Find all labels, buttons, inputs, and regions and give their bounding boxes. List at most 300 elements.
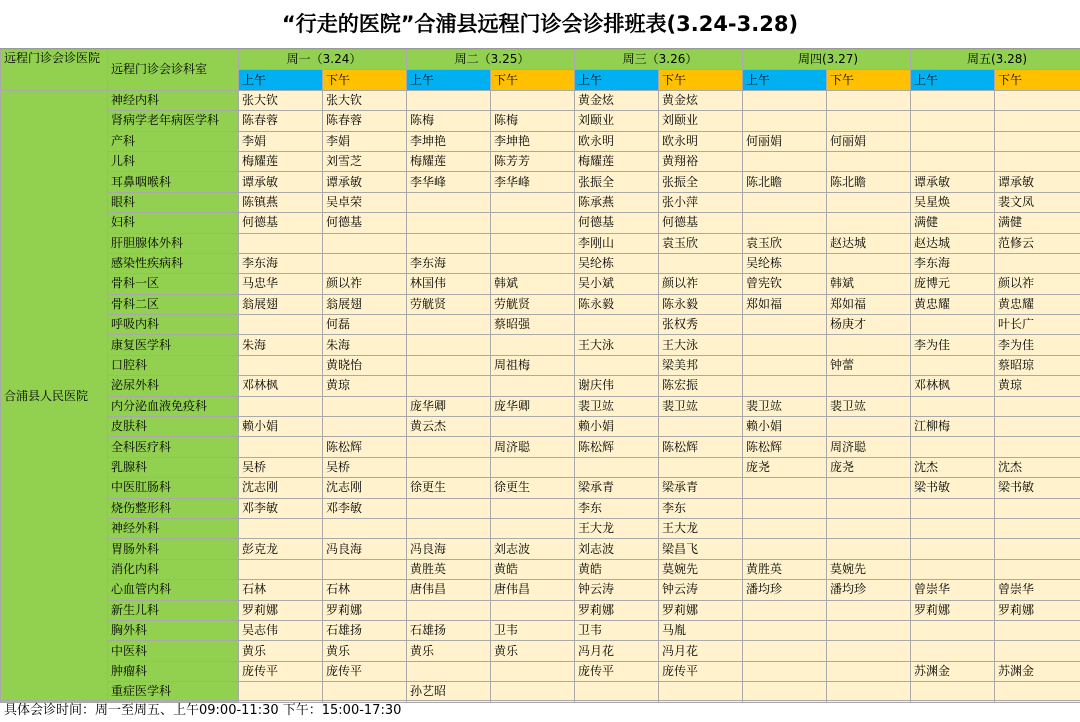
doctor-slot-cell: 黄金炫 (659, 90, 743, 110)
day-header-tue: 周二（3.25） (407, 50, 575, 70)
doctor-slot-cell: 欧永明 (659, 131, 743, 151)
table-row (1, 641, 1080, 661)
doctor-slot-cell: 谭承敏 (995, 172, 1080, 192)
doctor-slot-cell: 李东海 (407, 253, 491, 273)
doctor-slot-cell: 朱海 (323, 335, 407, 355)
doctor-slot-cell (407, 518, 491, 538)
doctor-slot-cell: 冯良海 (323, 539, 407, 559)
doctor-slot-cell (911, 437, 995, 457)
doctor-slot-cell (743, 355, 827, 375)
doctor-slot-cell (743, 620, 827, 640)
doctor-slot-cell (911, 111, 995, 131)
doctor-slot-cell: 沈志刚 (239, 478, 323, 498)
doctor-slot-cell (827, 620, 911, 640)
doctor-slot-cell (827, 498, 911, 518)
doctor-slot-cell: 裴卫竑 (827, 396, 911, 416)
doctor-slot-cell (743, 641, 827, 661)
day-header-mon: 周一（3.24） (239, 50, 407, 70)
doctor-slot-cell: 王大泳 (575, 335, 659, 355)
doctor-slot-cell (239, 315, 323, 335)
doctor-slot-cell: 张大钦 (239, 90, 323, 110)
doctor-slot-cell (995, 151, 1080, 171)
doctor-slot-cell: 邓林枫 (239, 376, 323, 396)
doctor-slot-cell (743, 376, 827, 396)
doctor-slot-cell: 何德基 (323, 213, 407, 233)
doctor-slot-cell (911, 641, 995, 661)
doctor-slot-cell: 谢庆伟 (575, 376, 659, 396)
doctor-slot-cell: 黄忠耀 (995, 294, 1080, 314)
doctor-slot-cell (659, 253, 743, 273)
doctor-slot-cell: 刘颐业 (575, 111, 659, 131)
doctor-slot-cell (491, 90, 575, 110)
doctor-slot-cell: 黄琼 (323, 376, 407, 396)
doctor-slot-cell (995, 417, 1080, 437)
doctor-slot-cell (491, 457, 575, 477)
doctor-slot-cell: 梁美邦 (659, 355, 743, 375)
doctor-slot-cell: 满健 (911, 213, 995, 233)
doctor-slot-cell (491, 661, 575, 681)
doctor-slot-cell (323, 396, 407, 416)
department-cell: 消化内科 (108, 559, 239, 579)
doctor-slot-cell: 刘志波 (575, 539, 659, 559)
doctor-slot-cell: 杨庚才 (827, 315, 911, 335)
doctor-slot-cell (491, 376, 575, 396)
doctor-slot-cell (827, 335, 911, 355)
doctor-slot-cell (995, 111, 1080, 131)
doctor-slot-cell (323, 253, 407, 273)
department-cell: 皮肤科 (108, 417, 239, 437)
doctor-slot-cell: 罗莉娜 (659, 600, 743, 620)
doctor-slot-cell (911, 559, 995, 579)
doctor-slot-cell: 徐更生 (407, 478, 491, 498)
doctor-slot-cell: 吴纶栋 (575, 253, 659, 273)
doctor-slot-cell (911, 682, 995, 702)
pm-header: 下午 (323, 70, 407, 90)
doctor-slot-cell: 赖小娟 (575, 417, 659, 437)
doctor-slot-cell: 唐伟昌 (407, 580, 491, 600)
doctor-slot-cell: 陈松辉 (323, 437, 407, 457)
doctor-slot-cell: 李为佳 (911, 335, 995, 355)
doctor-slot-cell: 劳觥贤 (407, 294, 491, 314)
page-title: “行走的医院”合浦县远程门诊会诊排班表(3.24-3.28) (0, 0, 1080, 49)
doctor-slot-cell (911, 539, 995, 559)
department-cell: 感染性疾病科 (108, 253, 239, 273)
doctor-slot-cell (239, 355, 323, 375)
department-cell: 肝胆腺体外科 (108, 233, 239, 253)
schedule-table (0, 49, 1080, 703)
doctor-slot-cell (407, 335, 491, 355)
doctor-slot-cell: 赵达城 (911, 233, 995, 253)
doctor-slot-cell (995, 518, 1080, 538)
doctor-slot-cell: 赖小娟 (239, 417, 323, 437)
doctor-slot-cell: 黄乐 (239, 641, 323, 661)
department-cell: 泌尿外科 (108, 376, 239, 396)
doctor-slot-cell (995, 253, 1080, 273)
doctor-slot-cell (911, 315, 995, 335)
doctor-slot-cell: 庞博元 (911, 274, 995, 294)
table-row (1, 396, 1080, 416)
doctor-slot-cell (995, 559, 1080, 579)
doctor-slot-cell: 卫韦 (575, 620, 659, 640)
doctor-slot-cell: 张振全 (659, 172, 743, 192)
doctor-slot-cell: 庞传平 (659, 661, 743, 681)
doctor-slot-cell: 何德基 (239, 213, 323, 233)
doctor-slot-cell: 袁玉欣 (743, 233, 827, 253)
doctor-slot-cell: 王大泳 (659, 335, 743, 355)
doctor-slot-cell (995, 539, 1080, 559)
doctor-slot-cell: 王大龙 (659, 518, 743, 538)
doctor-slot-cell (911, 151, 995, 171)
doctor-slot-cell: 范修云 (995, 233, 1080, 253)
doctor-slot-cell: 沈志刚 (323, 478, 407, 498)
doctor-slot-cell: 何磊 (323, 315, 407, 335)
doctor-slot-cell: 庞华卿 (491, 396, 575, 416)
doctor-slot-cell (827, 661, 911, 681)
doctor-slot-cell: 吴星焕 (911, 192, 995, 212)
doctor-slot-cell: 李东 (659, 498, 743, 518)
doctor-slot-cell: 吴桥 (239, 457, 323, 477)
doctor-slot-cell (323, 417, 407, 437)
table-row (1, 478, 1080, 498)
doctor-slot-cell: 罗莉娜 (239, 600, 323, 620)
doctor-slot-cell: 赵达城 (827, 233, 911, 253)
table-row (1, 682, 1080, 702)
doctor-slot-cell: 曾崇华 (911, 580, 995, 600)
doctor-slot-cell: 吴纶栋 (743, 253, 827, 273)
doctor-slot-cell: 石林 (323, 580, 407, 600)
doctor-slot-cell (743, 213, 827, 233)
doctor-slot-cell (827, 518, 911, 538)
department-cell: 烧伤整形科 (108, 498, 239, 518)
doctor-slot-cell: 翁展翅 (323, 294, 407, 314)
table-row (1, 355, 1080, 375)
doctor-slot-cell (407, 233, 491, 253)
table-row (1, 376, 1080, 396)
doctor-slot-cell: 黄皓 (491, 559, 575, 579)
doctor-slot-cell: 莫婉先 (659, 559, 743, 579)
doctor-slot-cell: 苏渊金 (911, 661, 995, 681)
doctor-slot-cell (995, 131, 1080, 151)
doctor-slot-cell: 李华峰 (491, 172, 575, 192)
doctor-slot-cell: 马胤 (659, 620, 743, 640)
doctor-slot-cell (743, 315, 827, 335)
doctor-slot-cell (407, 498, 491, 518)
doctor-slot-cell: 翁展翅 (239, 294, 323, 314)
department-cell: 中医肛肠科 (108, 478, 239, 498)
doctor-slot-cell (323, 518, 407, 538)
doctor-slot-cell: 邓李敏 (239, 498, 323, 518)
am-header: 上午 (239, 70, 323, 90)
doctor-slot-cell (659, 682, 743, 702)
doctor-slot-cell: 沈杰 (911, 457, 995, 477)
table-row (1, 315, 1080, 335)
day-header-wed: 周三（3.26） (575, 50, 743, 70)
doctor-slot-cell: 韩斌 (491, 274, 575, 294)
table-row (1, 559, 1080, 579)
doctor-slot-cell (407, 600, 491, 620)
doctor-slot-cell: 黄翔裕 (659, 151, 743, 171)
table-row (1, 294, 1080, 314)
table-row (1, 131, 1080, 151)
doctor-slot-cell: 曾宪钦 (743, 274, 827, 294)
doctor-slot-cell: 唐伟昌 (491, 580, 575, 600)
doctor-slot-cell (827, 682, 911, 702)
doctor-slot-cell: 梁书敏 (911, 478, 995, 498)
doctor-slot-cell: 郑如福 (827, 294, 911, 314)
doctor-slot-cell (827, 192, 911, 212)
doctor-slot-cell: 梁承青 (659, 478, 743, 498)
doctor-slot-cell: 裴卫竑 (743, 396, 827, 416)
doctor-slot-cell: 朱海 (239, 335, 323, 355)
doctor-slot-cell (323, 559, 407, 579)
doctor-slot-cell: 卫韦 (491, 620, 575, 640)
department-cell: 肾病学老年病医学科 (108, 111, 239, 131)
doctor-slot-cell: 庞尧 (827, 457, 911, 477)
hospital-column-header: 远程门诊会诊医院 (1, 50, 108, 91)
department-cell: 肿瘤科 (108, 661, 239, 681)
doctor-slot-cell: 满健 (995, 213, 1080, 233)
doctor-slot-cell (995, 620, 1080, 640)
doctor-slot-cell: 庞传平 (239, 661, 323, 681)
doctor-slot-cell: 苏渊金 (995, 661, 1080, 681)
doctor-slot-cell (491, 233, 575, 253)
doctor-slot-cell: 梅耀莲 (239, 151, 323, 171)
doctor-slot-cell: 陈春蓉 (239, 111, 323, 131)
table-row (1, 274, 1080, 294)
doctor-slot-cell: 张小萍 (659, 192, 743, 212)
pm-header: 下午 (995, 70, 1080, 90)
doctor-slot-cell (407, 192, 491, 212)
department-cell: 内分泌血液免疫科 (108, 396, 239, 416)
doctor-slot-cell: 李坤艳 (407, 131, 491, 151)
department-cell: 神经外科 (108, 518, 239, 538)
doctor-slot-cell: 黄云杰 (407, 417, 491, 437)
doctor-slot-cell: 陈梅 (491, 111, 575, 131)
doctor-slot-cell (239, 437, 323, 457)
doctor-slot-cell: 罗莉娜 (323, 600, 407, 620)
doctor-slot-cell (659, 417, 743, 437)
doctor-slot-cell: 欧永明 (575, 131, 659, 151)
doctor-slot-cell (407, 355, 491, 375)
doctor-slot-cell: 劳觥贤 (491, 294, 575, 314)
doctor-slot-cell (575, 355, 659, 375)
doctor-slot-cell: 潘均珍 (743, 580, 827, 600)
doctor-slot-cell: 梁昌飞 (659, 539, 743, 559)
day-header-thu: 周四(3.27) (743, 50, 911, 70)
doctor-slot-cell: 莫婉先 (827, 559, 911, 579)
doctor-slot-cell: 刘志波 (491, 539, 575, 559)
doctor-slot-cell (827, 478, 911, 498)
table-row (1, 518, 1080, 538)
doctor-slot-cell (407, 315, 491, 335)
pm-header: 下午 (491, 70, 575, 90)
doctor-slot-cell: 梅耀莲 (575, 151, 659, 171)
doctor-slot-cell: 吴卓荣 (323, 192, 407, 212)
doctor-slot-cell (827, 641, 911, 661)
department-cell: 胃肠外科 (108, 539, 239, 559)
doctor-slot-cell: 罗莉娜 (575, 600, 659, 620)
doctor-slot-cell: 赖小娟 (743, 417, 827, 437)
doctor-slot-cell (827, 417, 911, 437)
consultation-time-note: 具体会诊时间：周一至周五、上午09:00-11:30 下午：15:00-17:30 (0, 700, 1080, 722)
am-header: 上午 (407, 70, 491, 90)
doctor-slot-cell: 蔡昭琼 (995, 355, 1080, 375)
doctor-slot-cell: 何丽娟 (827, 131, 911, 151)
pm-header: 下午 (827, 70, 911, 90)
department-cell: 产科 (108, 131, 239, 151)
doctor-slot-cell (827, 376, 911, 396)
department-cell: 骨科二区 (108, 294, 239, 314)
doctor-slot-cell (743, 518, 827, 538)
doctor-slot-cell: 江柳梅 (911, 417, 995, 437)
department-cell: 心血管内科 (108, 580, 239, 600)
am-header: 上午 (911, 70, 995, 90)
table-row (1, 457, 1080, 477)
doctor-slot-cell: 黄金炫 (575, 90, 659, 110)
doctor-slot-cell (743, 600, 827, 620)
doctor-slot-cell: 李娟 (323, 131, 407, 151)
doctor-slot-cell: 周祖梅 (491, 355, 575, 375)
department-cell: 中医科 (108, 641, 239, 661)
doctor-slot-cell: 梁书敏 (995, 478, 1080, 498)
doctor-slot-cell (407, 661, 491, 681)
doctor-slot-cell: 陈松辉 (575, 437, 659, 457)
doctor-slot-cell (995, 396, 1080, 416)
doctor-slot-cell (239, 559, 323, 579)
table-row (1, 90, 1080, 110)
doctor-slot-cell: 潘均珍 (827, 580, 911, 600)
department-cell: 呼吸内科 (108, 315, 239, 335)
department-cell: 口腔科 (108, 355, 239, 375)
department-cell: 儿科 (108, 151, 239, 171)
doctor-slot-cell: 邓林枫 (911, 376, 995, 396)
doctor-slot-cell: 李华峰 (407, 172, 491, 192)
doctor-slot-cell: 孙艺昭 (407, 682, 491, 702)
doctor-slot-cell (911, 620, 995, 640)
doctor-slot-cell: 李东 (575, 498, 659, 518)
doctor-slot-cell (491, 192, 575, 212)
doctor-slot-cell (239, 233, 323, 253)
doctor-slot-cell (407, 213, 491, 233)
doctor-slot-cell (911, 355, 995, 375)
doctor-slot-cell: 陈松辉 (659, 437, 743, 457)
doctor-slot-cell (575, 682, 659, 702)
department-cell: 胸外科 (108, 620, 239, 640)
department-cell: 乳腺科 (108, 457, 239, 477)
doctor-slot-cell: 吴志伟 (239, 620, 323, 640)
doctor-slot-cell: 王大龙 (575, 518, 659, 538)
doctor-slot-cell: 周济聪 (491, 437, 575, 457)
doctor-slot-cell: 裴卫竑 (659, 396, 743, 416)
doctor-slot-cell (491, 335, 575, 355)
doctor-slot-cell: 张权秀 (659, 315, 743, 335)
doctor-slot-cell: 李坤艳 (491, 131, 575, 151)
doctor-slot-cell: 黄胜英 (407, 559, 491, 579)
doctor-slot-cell (239, 396, 323, 416)
doctor-slot-cell (995, 437, 1080, 457)
table-row (1, 580, 1080, 600)
doctor-slot-cell (743, 90, 827, 110)
doctor-slot-cell (491, 682, 575, 702)
doctor-slot-cell: 韩斌 (827, 274, 911, 294)
doctor-slot-cell: 刘颐业 (659, 111, 743, 131)
doctor-slot-cell (743, 498, 827, 518)
doctor-slot-cell (407, 437, 491, 457)
table-row (1, 172, 1080, 192)
doctor-slot-cell (407, 90, 491, 110)
doctor-slot-cell: 李娟 (239, 131, 323, 151)
doctor-slot-cell: 马忠华 (239, 274, 323, 294)
doctor-slot-cell: 石林 (239, 580, 323, 600)
doctor-slot-cell: 陈芳芳 (491, 151, 575, 171)
doctor-slot-cell: 谭承敏 (323, 172, 407, 192)
doctor-slot-cell: 周济聪 (827, 437, 911, 457)
hospital-name-cell: 合浦县人民医院 (1, 90, 108, 702)
department-cell: 妇科 (108, 213, 239, 233)
doctor-slot-cell (911, 131, 995, 151)
doctor-slot-cell: 罗莉娜 (995, 600, 1080, 620)
doctor-slot-cell: 梅耀莲 (407, 151, 491, 171)
doctor-slot-cell: 邓李敏 (323, 498, 407, 518)
doctor-slot-cell: 何德基 (575, 213, 659, 233)
doctor-slot-cell (407, 376, 491, 396)
doctor-slot-cell (827, 539, 911, 559)
department-cell: 骨科一区 (108, 274, 239, 294)
doctor-slot-cell (743, 661, 827, 681)
doctor-slot-cell (743, 151, 827, 171)
doctor-slot-cell (995, 682, 1080, 702)
doctor-slot-cell (491, 498, 575, 518)
doctor-slot-cell (827, 253, 911, 273)
doctor-slot-cell: 冯月花 (575, 641, 659, 661)
doctor-slot-cell (491, 600, 575, 620)
doctor-slot-cell (911, 518, 995, 538)
doctor-slot-cell (743, 111, 827, 131)
am-header: 上午 (575, 70, 659, 90)
table-row (1, 111, 1080, 131)
table-row (1, 151, 1080, 171)
table-row (1, 437, 1080, 457)
doctor-slot-cell (827, 111, 911, 131)
doctor-slot-cell: 黄乐 (407, 641, 491, 661)
department-column-header: 远程门诊会诊科室 (108, 50, 239, 91)
doctor-slot-cell: 黄乐 (323, 641, 407, 661)
doctor-slot-cell (743, 335, 827, 355)
doctor-slot-cell: 裴文凤 (995, 192, 1080, 212)
doctor-slot-cell: 颜以祚 (659, 274, 743, 294)
doctor-slot-cell: 刘雪芝 (323, 151, 407, 171)
doctor-slot-cell: 陈松辉 (743, 437, 827, 457)
doctor-slot-cell: 陈北瞻 (827, 172, 911, 192)
doctor-slot-cell: 陈春蓉 (323, 111, 407, 131)
table-row (1, 213, 1080, 233)
doctor-slot-cell (575, 315, 659, 335)
doctor-slot-cell: 谭承敏 (911, 172, 995, 192)
doctor-slot-cell (995, 641, 1080, 661)
doctor-slot-cell (491, 518, 575, 538)
day-header-fri: 周五(3.28) (911, 50, 1080, 70)
table-row (1, 233, 1080, 253)
doctor-slot-cell: 黄琼 (995, 376, 1080, 396)
department-cell: 重症医学科 (108, 682, 239, 702)
doctor-slot-cell: 何德基 (659, 213, 743, 233)
doctor-slot-cell: 陈永毅 (575, 294, 659, 314)
doctor-slot-cell (911, 90, 995, 110)
doctor-slot-cell: 李东海 (911, 253, 995, 273)
table-row (1, 620, 1080, 640)
doctor-slot-cell (827, 151, 911, 171)
doctor-slot-cell: 黄乐 (491, 641, 575, 661)
